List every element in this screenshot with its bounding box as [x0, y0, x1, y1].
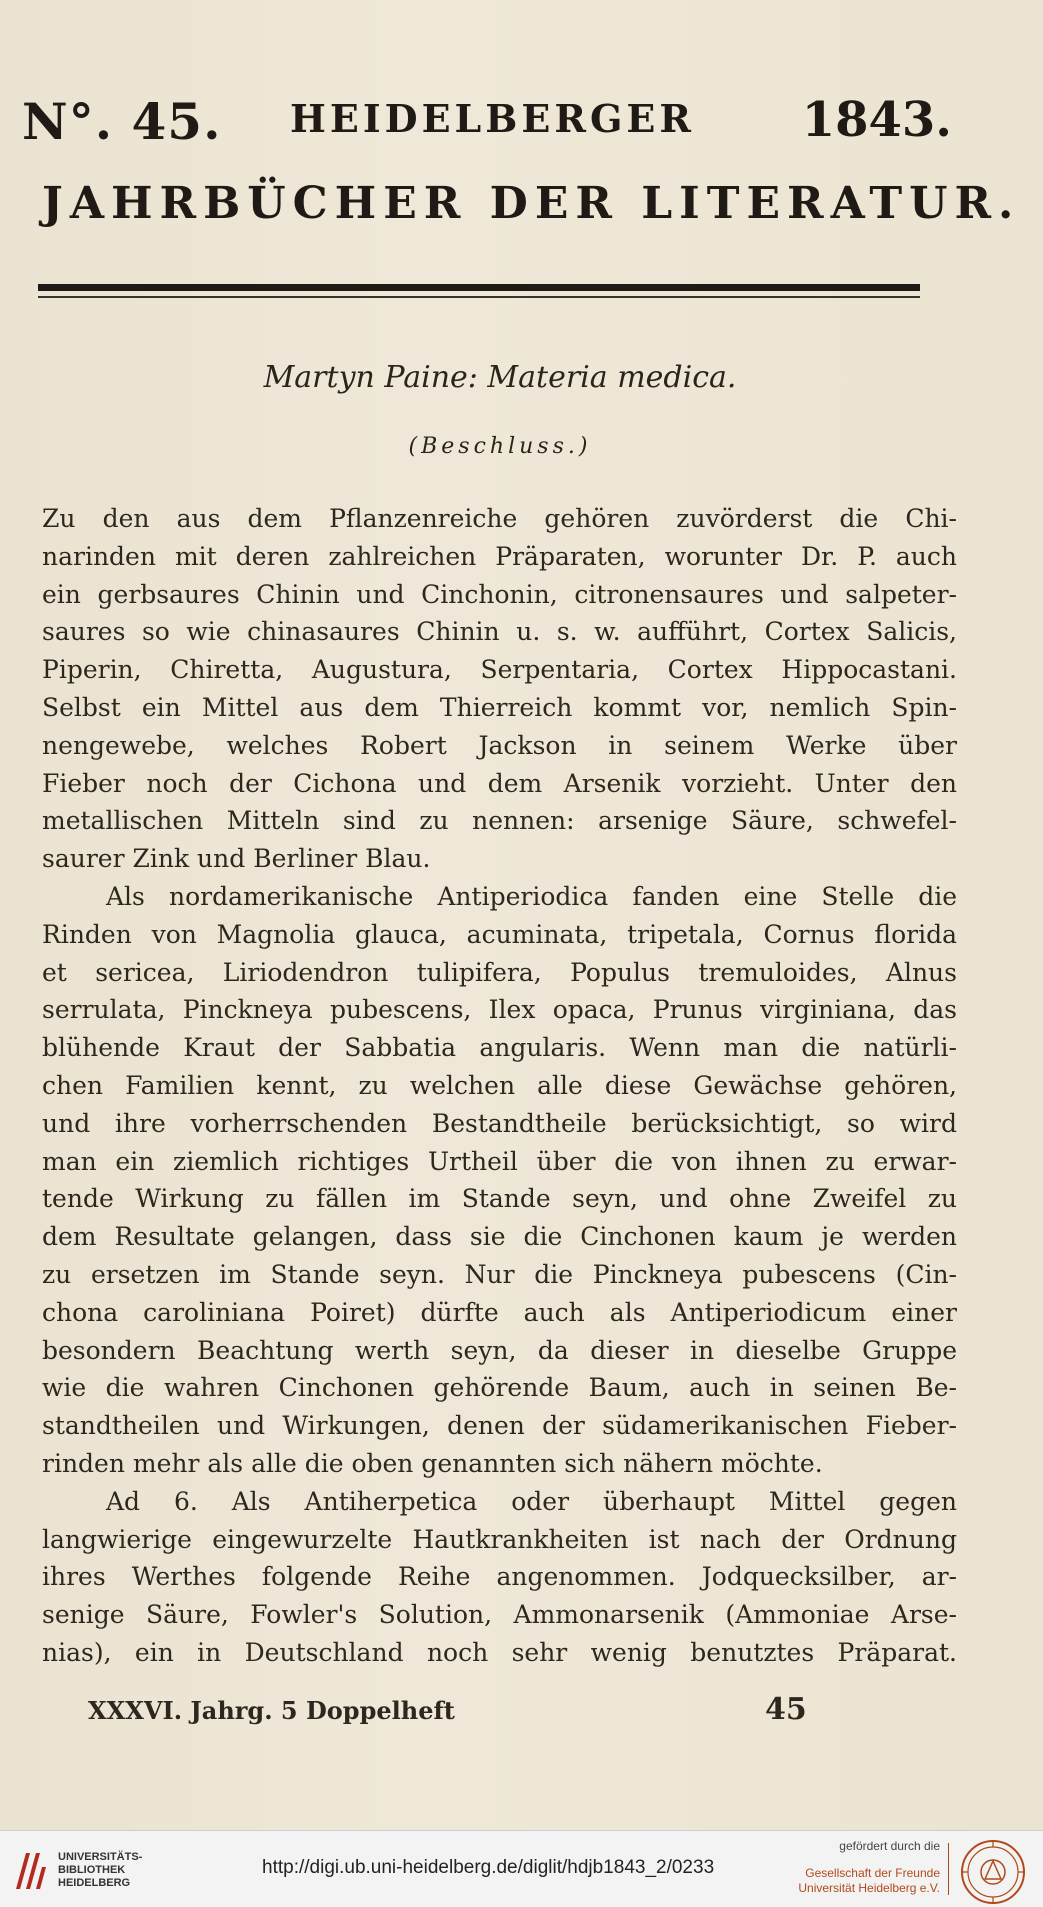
- body-line: saures so wie chinasaures Chinin u. s. w. aufführt, Cortex Salicis,: [42, 617, 957, 647]
- body-line: senige Säure, Fowler's Solution, Ammonarsenik (Ammoniae Arse-: [42, 1600, 957, 1630]
- journal-name-top: HEIDELBERGER: [290, 96, 695, 141]
- masthead-rule-thick: [38, 284, 920, 291]
- sponsor-intro: gefördert durch die: [839, 1839, 940, 1853]
- body-line: Zu den aus dem Pflanzenreiche gehören zuvörderst die Chi-: [42, 504, 957, 533]
- journal-title: JAHRBÜCHER DER LITERATUR.: [42, 178, 1021, 229]
- body-line: man ein ziemlich richtiges Urtheil über die von ihnen zu erwar-: [42, 1146, 957, 1176]
- body-line: narinden mit deren zahlreichen Präparaten, worunter Dr. P. auch: [42, 541, 957, 571]
- body-line: metallischen Mitteln sind zu nennen: arsenige Säure, schwefel-: [42, 806, 957, 836]
- body-line: und ihre vorherrschenden Bestandtheile berücksichtigt, so wird: [42, 1108, 957, 1138]
- article-body: [42, 500, 957, 1672]
- sponsor-divider: [948, 1843, 949, 1895]
- sponsor-name-line: Gesellschaft der Freunde: [805, 1866, 940, 1880]
- body-line: et sericea, Liriodendron tulipifera, Populus tremuloides, Alnus: [42, 957, 957, 987]
- body-line: besondern Beachtung werth seyn, da dieser in dieselbe Gruppe: [42, 1335, 957, 1365]
- body-line: zu ersetzen im Stande seyn. Nur die Pinckneya pubescens (Cin-: [42, 1259, 957, 1289]
- body-line: nias), ein in Deutschland noch sehr wenig benutztes Präparat.: [42, 1637, 957, 1667]
- library-name-line: BIBLIOTHEK: [58, 1864, 126, 1876]
- body-line: serrulata, Pinckneya pubescens, Ilex opaca, Prunus virginiana, das: [42, 995, 957, 1025]
- sponsor-block: [760, 1839, 940, 1896]
- body-line: wie die wahren Cinchonen gehörende Baum, auch in seinen Be-: [42, 1373, 957, 1403]
- body-line: Ad 6. Als Antiherpetica oder überhaupt Mittel gegen: [106, 1486, 957, 1516]
- sponsor-name-line: Universität Heidelberg e.V.: [798, 1881, 940, 1895]
- signature-mark: XXXVI. Jahrg. 5 Doppelheft: [88, 1696, 455, 1725]
- library-name-line: UNIVERSITÄTS-: [58, 1851, 143, 1863]
- article-note: (Beschluss.): [408, 434, 592, 459]
- body-line: ihres Werthes folgende Reihe angenommen. Jodquecksilber, ar-: [42, 1562, 957, 1592]
- masthead: [0, 0, 1043, 330]
- body-line: dem Resultate gelangen, dass sie die Cinchonen kaum je werden: [42, 1222, 957, 1252]
- library-name-line: HEIDELBERG: [58, 1877, 131, 1889]
- publication-year: 1843.: [801, 92, 952, 148]
- body-line: chona caroliniana Poiret) dürfte auch als Antiperiodicum einer: [42, 1297, 957, 1327]
- page-number: 45: [765, 1692, 807, 1727]
- body-line: nengewebe, welches Robert Jackson in seinem Werke über: [42, 730, 957, 760]
- body-line: tende Wirkung zu fällen im Stande seyn, und ohne Zweifel zu: [42, 1184, 957, 1214]
- body-line: chen Familien kennt, zu welchen alle diese Gewächse gehören,: [42, 1070, 957, 1100]
- body-line: Als nordamerikanische Antiperiodica fanden eine Stelle die: [106, 881, 957, 911]
- body-line: saurer Zink und Berliner Blau.: [42, 844, 431, 874]
- issue-number: N°. 45.: [22, 92, 222, 151]
- masthead-rule-thin: [38, 296, 920, 298]
- body-line: Fieber noch der Cichona und dem Arsenik vorzieht. Unter den: [42, 768, 957, 798]
- permalink-url[interactable]: http://digi.ub.uni-heidelberg.de/diglit/hdjb1843_2/0233: [262, 1857, 715, 1878]
- article-title: Martyn Paine: Materia medica.: [263, 360, 737, 395]
- viewer-footer-bar: [0, 1830, 1043, 1907]
- university-library-logo-icon: [12, 1849, 48, 1891]
- body-line: Piperin, Chiretta, Augustura, Serpentaria, Cortex Hippocastani.: [42, 655, 957, 685]
- body-line: rinden mehr als alle die oben genannten sich nähern möchte.: [42, 1448, 823, 1478]
- body-line: langwierige eingewurzelte Hautkrankheiten ist nach der Ordnung: [42, 1524, 957, 1554]
- masthead-row: [22, 92, 952, 152]
- university-seal-icon: [960, 1839, 1026, 1905]
- body-line: standtheilen und Wirkungen, denen der südamerikanischen Fieber-: [42, 1411, 957, 1441]
- body-line: Selbst ein Mittel aus dem Thierreich kommt vor, nemlich Spin-: [42, 692, 957, 722]
- body-line: Rinden von Magnolia glauca, acuminata, tripetala, Cornus florida: [42, 919, 957, 949]
- body-line: blühende Kraut der Sabbatia angularis. Wenn man die natürli-: [42, 1033, 957, 1063]
- body-line: ein gerbsaures Chinin und Cinchonin, citronensaures und salpeter-: [42, 579, 957, 609]
- library-name: [58, 1851, 142, 1890]
